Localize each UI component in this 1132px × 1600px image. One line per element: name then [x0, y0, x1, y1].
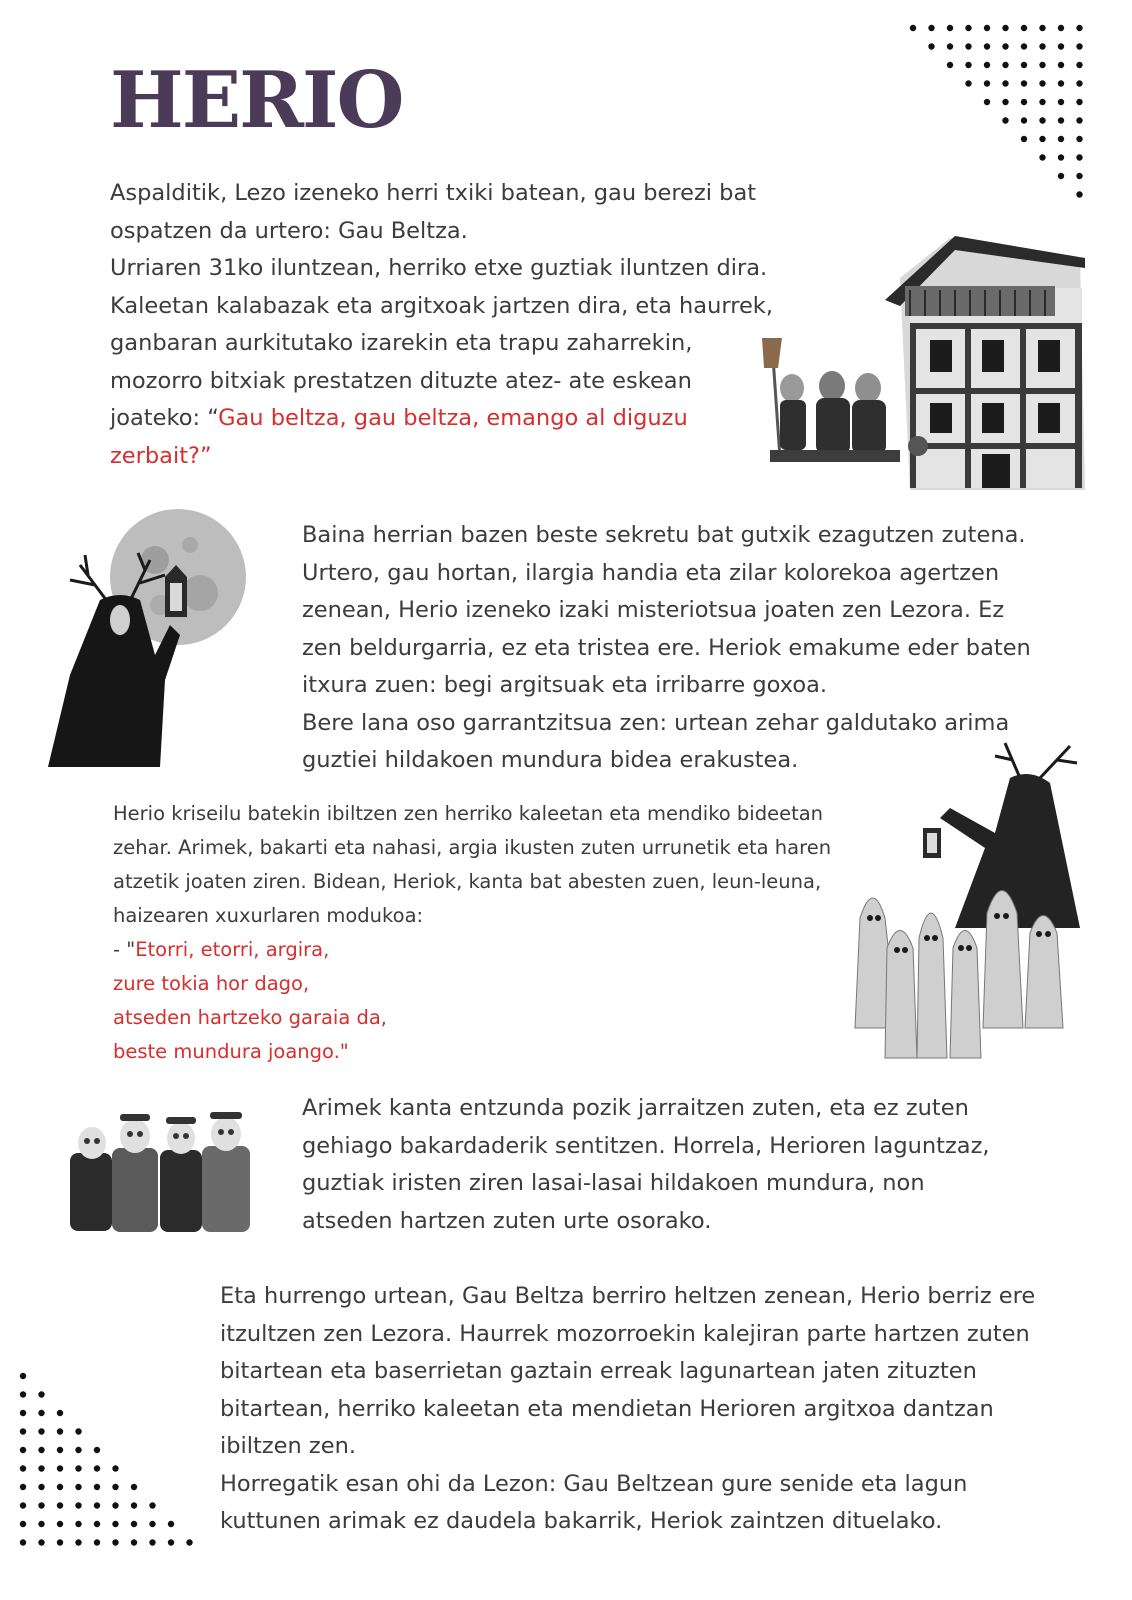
decorative-dot	[38, 1484, 44, 1490]
decorative-dot	[38, 1502, 44, 1508]
decorative-dot	[928, 25, 934, 31]
lantern-song-paragraph	[113, 797, 903, 1069]
decorative-dot	[1039, 43, 1045, 49]
decorative-dot	[38, 1410, 44, 1416]
decorative-dot	[131, 1521, 137, 1527]
text-line: bitartean eta baserrietan gaztain erreak lagunartean jaten zituzten	[220, 1358, 977, 1384]
decorative-dot	[965, 80, 971, 86]
text-line: Baina herrian bazen beste sekretu bat gutxik ezagutzen zutena.	[302, 522, 1026, 548]
decorative-dot	[984, 25, 990, 31]
text-line: haizearen xuxurlaren modukoa:	[113, 904, 424, 927]
decorative-dot	[1021, 136, 1027, 142]
decorative-dot	[131, 1484, 137, 1490]
decorative-dot	[1039, 80, 1045, 86]
decorative-dot	[75, 1447, 81, 1453]
decorative-dot	[57, 1521, 63, 1527]
decorative-dot	[1039, 136, 1045, 142]
text-line: zehar. Arimek, bakarti eta nahasi, argia ikusten zuten urrunetik eta haren	[113, 836, 832, 859]
decorative-dot	[1021, 25, 1027, 31]
decorative-dot	[94, 1502, 100, 1508]
text-line: zen beldurgarria, ez eta tristea ere. Heriok emakume eder baten	[302, 634, 1031, 661]
decorative-dot	[1039, 99, 1045, 105]
decorative-dot	[947, 62, 953, 68]
text-line: Eta hurrengo urtean, Gau Beltza berriro heltzen zenean, Herio berriz ere	[220, 1283, 1036, 1309]
decorative-dot	[1076, 25, 1082, 31]
children-chant-quote-end: zerbait?”	[110, 442, 212, 469]
song-line: atseden hartzeko garaia da,	[113, 1006, 387, 1029]
dot-pattern-top-right	[905, 20, 1105, 210]
decorative-dot	[112, 1539, 118, 1545]
decorative-dot	[20, 1447, 26, 1453]
decorative-dot	[20, 1502, 26, 1508]
song-line: beste mundura joango."	[113, 1040, 349, 1063]
decorative-dot	[57, 1465, 63, 1471]
decorative-dot	[149, 1539, 155, 1545]
decorative-dot	[1021, 99, 1027, 105]
decorative-dot	[20, 1521, 26, 1527]
decorative-dot	[94, 1539, 100, 1545]
decorative-dot	[910, 25, 916, 31]
decorative-dot	[20, 1539, 26, 1545]
song-line	[113, 933, 903, 967]
text-line: ganbaran aurkitutako izarekin eta trapu zaharrekin,	[110, 330, 693, 356]
decorative-dot	[947, 43, 953, 49]
text-line: Aspalditik, Lezo izeneko herri txiki batean, gau berezi bat	[110, 180, 757, 206]
secret-paragraph	[302, 517, 1062, 780]
text-line: gehiago bakardaderik sentitzen. Horrela, Herioren laguntzaz,	[302, 1132, 990, 1159]
decorative-dot	[1002, 99, 1008, 105]
decorative-dot	[1002, 80, 1008, 86]
decorative-dot	[131, 1502, 137, 1508]
decorative-dot	[1076, 191, 1082, 197]
decorative-dot	[984, 80, 990, 86]
text-line: itxura zuen: begi argitsuak eta irribarre goxoa.	[302, 672, 828, 698]
decorative-dot	[149, 1502, 155, 1508]
decorative-dot	[149, 1521, 155, 1527]
text-line: atzetik joaten ziren. Bidean, Heriok, kanta bat abesten zuen, leun-leuna,	[113, 870, 822, 893]
decorative-dot	[38, 1428, 44, 1434]
decorative-dot	[1058, 154, 1064, 160]
decorative-dot	[1076, 173, 1082, 179]
decorative-dot	[1039, 62, 1045, 68]
decorative-dot	[1076, 80, 1082, 86]
decorative-dot	[965, 25, 971, 31]
decorative-dot	[20, 1373, 26, 1379]
decorative-dot	[984, 99, 990, 105]
decorative-dot	[1076, 62, 1082, 68]
text-line: ibiltzen zen.	[220, 1433, 356, 1459]
text-line: Arimek kanta entzunda pozik jarraitzen zuten, eta ez zuten	[302, 1095, 969, 1121]
text-line: atseden hartzen zuten urte osorako.	[302, 1207, 712, 1234]
decorative-dot	[94, 1447, 100, 1453]
decorative-dot	[1058, 25, 1064, 31]
decorative-dot	[1002, 117, 1008, 123]
decorative-dot	[57, 1428, 63, 1434]
page-title: HERIO	[110, 55, 403, 146]
decorative-dot	[1076, 154, 1082, 160]
decorative-dot	[112, 1484, 118, 1490]
decorative-dot	[57, 1539, 63, 1545]
decorative-dot	[38, 1391, 44, 1397]
decorative-dot	[1058, 43, 1064, 49]
decorative-dot	[75, 1502, 81, 1508]
song-text: Etorri, etorri, argira,	[135, 938, 330, 961]
decorative-dot	[186, 1539, 192, 1545]
decorative-dot	[75, 1539, 81, 1545]
decorative-dot	[1021, 43, 1027, 49]
text-line: Horregatik esan ohi da Lezon: Gau Beltzean gure senide eta lagun	[220, 1470, 968, 1497]
decorative-dot	[984, 43, 990, 49]
decorative-dot	[1039, 154, 1045, 160]
decorative-dot	[38, 1539, 44, 1545]
decorative-dot	[1039, 25, 1045, 31]
decorative-dot	[965, 62, 971, 68]
decorative-dot	[20, 1484, 26, 1490]
text-line: Herio kriseilu batekin ibiltzen zen herriko kaleetan eta mendiko bideetan	[113, 802, 824, 825]
decorative-dot	[1039, 117, 1045, 123]
decorative-dot	[57, 1410, 63, 1416]
text-line: mozorro bitxiak prestatzen dituzte atez- ate eskean	[110, 367, 692, 394]
decorative-dot	[20, 1391, 26, 1397]
text-line: guztiei hildakoen mundura bidea erakustea.	[302, 747, 799, 773]
text-line: Urriaren 31ko iluntzean, herriko etxe guztiak iluntzen dira.	[110, 255, 768, 281]
decorative-dot	[1076, 43, 1082, 49]
decorative-dot	[1058, 62, 1064, 68]
decorative-dot	[38, 1465, 44, 1471]
decorative-dot	[94, 1484, 100, 1490]
decorative-dot	[94, 1465, 100, 1471]
decorative-dot	[965, 43, 971, 49]
dot-pattern-bottom-left	[15, 1368, 215, 1568]
decorative-dot	[57, 1447, 63, 1453]
song-line: zure tokia hor dago,	[113, 972, 310, 995]
decorative-dot	[20, 1428, 26, 1434]
decorative-dot	[57, 1502, 63, 1508]
decorative-dot	[1002, 62, 1008, 68]
decorative-dot	[57, 1484, 63, 1490]
decorative-dot	[1021, 117, 1027, 123]
decorative-dot	[1076, 99, 1082, 105]
decorative-dot	[75, 1484, 81, 1490]
decorative-dot	[75, 1428, 81, 1434]
decorative-dot	[168, 1539, 174, 1545]
decorative-dot	[94, 1521, 100, 1527]
text-line: zenean, Herio izeneko izaki misteriotsua joaten zen Lezora. Ez	[302, 597, 1005, 623]
text-line: Kaleetan kalabazak eta argitxoak jartzen dira, eta haurrek,	[110, 292, 773, 319]
decorative-dot	[1021, 80, 1027, 86]
decorative-dot	[112, 1502, 118, 1508]
decorative-dot	[1002, 25, 1008, 31]
text-line: ospatzen da urtero: Gau Beltza.	[110, 217, 468, 244]
decorative-dot	[131, 1539, 137, 1545]
text-line: guztiak iristen ziren lasai-lasai hildakoen mundura, non	[302, 1170, 925, 1196]
decorative-dot	[1002, 43, 1008, 49]
text-line	[110, 400, 810, 438]
decorative-dot	[1076, 117, 1082, 123]
decorative-dot	[1058, 136, 1064, 142]
closing-paragraph	[220, 1278, 1070, 1541]
decorative-dot	[38, 1521, 44, 1527]
decorative-dot	[20, 1410, 26, 1416]
text-line: itzultzen zen Lezora. Haurrek mozorroekin kalejiran parte hartzen zuten	[220, 1320, 1030, 1347]
decorative-dot	[1058, 173, 1064, 179]
quote-prefix: joateko: “	[110, 405, 219, 431]
decorative-dot	[947, 25, 953, 31]
decorative-dot	[168, 1521, 174, 1527]
decorative-dot	[112, 1521, 118, 1527]
decorative-dot	[1058, 80, 1064, 86]
decorative-dot	[75, 1465, 81, 1471]
decorative-dot	[75, 1521, 81, 1527]
herio-moon-lantern-image	[40, 505, 260, 770]
decorative-dot	[20, 1465, 26, 1471]
text-line: Urtero, gau hortan, ilargia handia eta zilar kolorekoa agertzen	[302, 559, 1000, 586]
masked-group-image	[68, 1108, 253, 1233]
children-chant-quote: Gau beltza, gau beltza, emango al diguzu	[218, 405, 688, 431]
decorative-dot	[1058, 117, 1064, 123]
decorative-dot	[1021, 62, 1027, 68]
text-line: kuttunen arimak ez daudela bakarrik, Heriok zaintzen dituelako.	[220, 1508, 943, 1534]
decorative-dot	[984, 62, 990, 68]
text-line: Bere lana oso garrantzitsua zen: urtean zehar galdutako arima	[302, 709, 1010, 736]
souls-paragraph	[302, 1090, 1032, 1240]
decorative-dot	[1058, 99, 1064, 105]
intro-paragraph	[110, 175, 810, 475]
text-line: bitartean, herriko kaleetan eta mendietan Herioren argitxoa dantzan	[220, 1395, 994, 1422]
decorative-dot	[1076, 136, 1082, 142]
decorative-dot	[38, 1447, 44, 1453]
song-prefix: - "	[113, 938, 136, 961]
decorative-dot	[928, 43, 934, 49]
decorative-dot	[112, 1465, 118, 1471]
